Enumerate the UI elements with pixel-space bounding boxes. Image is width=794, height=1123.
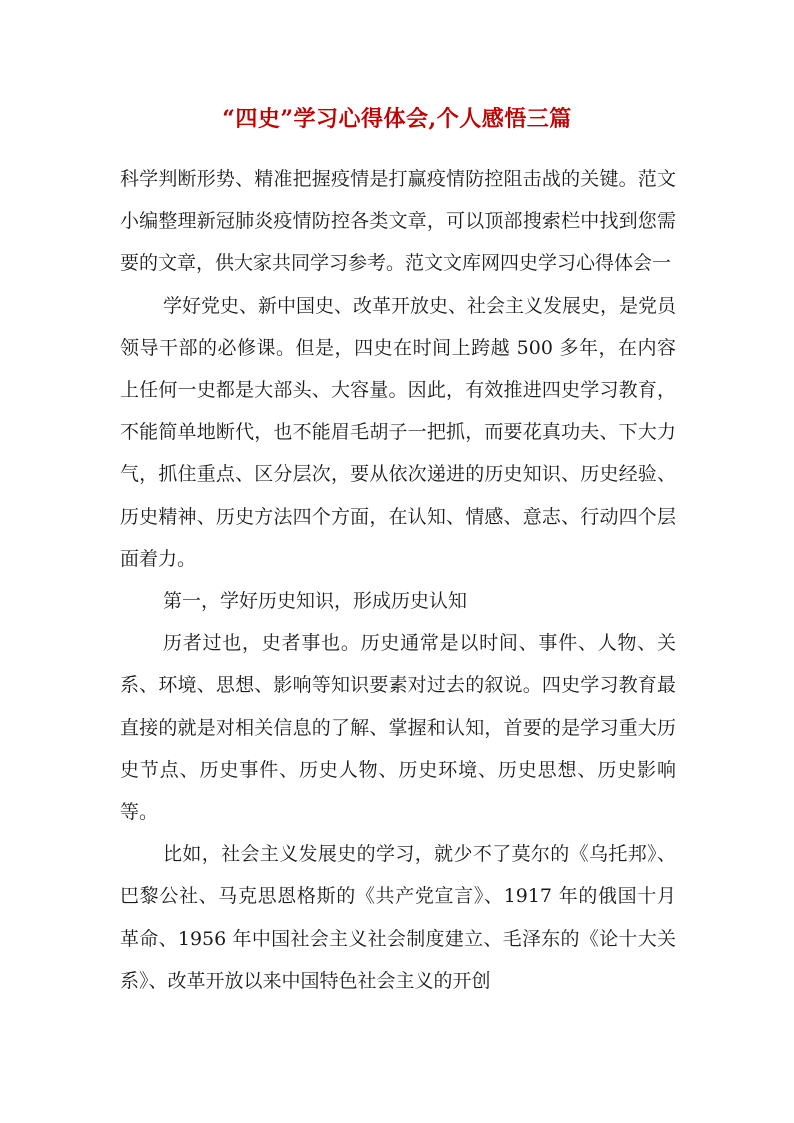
- section-heading-first: 第一，学好历史知识，形成历史认知: [163, 590, 468, 613]
- document-title: “四史”学习心得体会,个人感悟三篇: [222, 106, 572, 132]
- paragraph-history-knowledge: 历者过也，史者事也。历史通常是以时间、事件、人物、关系、环境、思想、影响等知识要素对过去的叙说。四史学习教育最直接的就是对相关信息的了解、掌握和认知，首要的是学习重大历史节点、历史事件、历史人物、历史环境、历史思想、历史影响等。: [120, 632, 676, 824]
- paragraph-socialism-example: 比如，社会主义发展史的学习，就少不了莫尔的《乌托邦》、巴黎公社、马克思恩格斯的《共产党宣言》、1917 年的俄国十月革命、1956 年中国社会主义社会制度建立、毛泽东的《论十大关系》、改革开放以来中国特色社会主义的开创: [120, 843, 676, 992]
- paragraph-four-histories: 学好党史、新中国史、改革开放史、社会主义发展史，是党员领导干部的必修课。但是，四史在时间上跨越 500 多年，在内容上任何一史都是大部头、大容量。因此，有效推进四史学习教育，不能简单地断代，也不能眉毛胡子一把抓，而要花真功夫、下大力气，抓住重点、区分层次，要从依次递进的历史知识、历史经验、历史精神、历史方法四个方面，在认知、情感、意志、行动四个层面着力。: [120, 294, 677, 570]
- document-body: [120, 158, 676, 1002]
- paragraph-intro: 科学判断形势、精准把握疫情是打赢疫情防控阻击战的关键。范文小编整理新冠肺炎疫情防控各类文章，可以顶部搜索栏中找到您需要的文章，供大家共同学习参考。范文文库网四史学习心得体会一: [120, 168, 676, 275]
